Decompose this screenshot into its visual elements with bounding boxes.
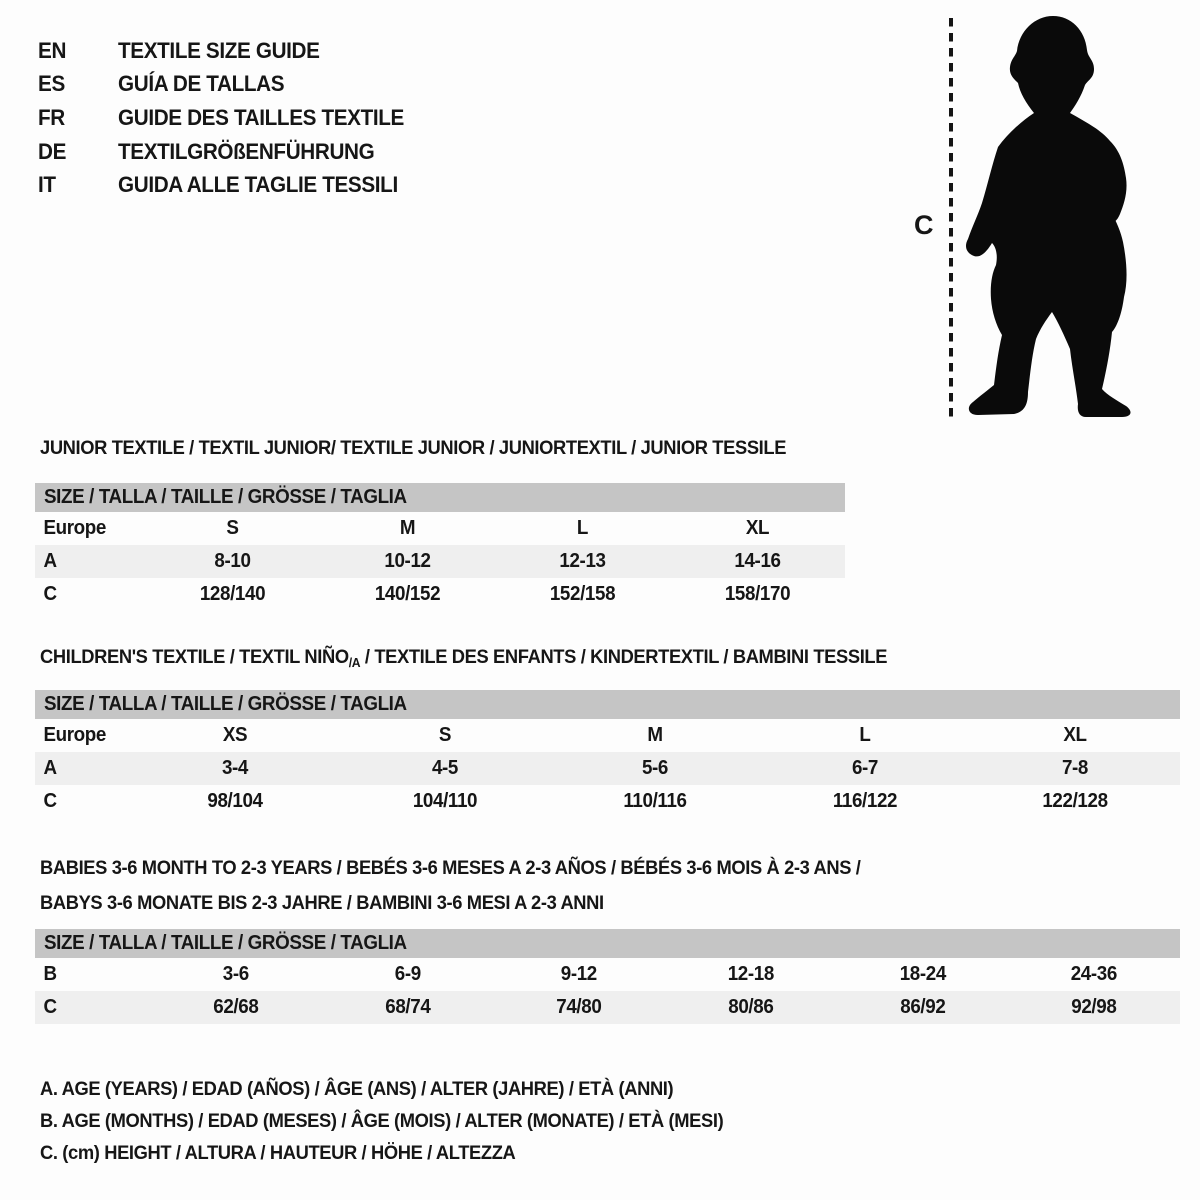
language-row-de <box>38 135 429 169</box>
babies-section-title <box>40 851 861 921</box>
size-cell: L <box>576 517 589 539</box>
months-cell: 6-9 <box>394 963 421 985</box>
row-label: C <box>43 583 57 605</box>
language-title: GUIDA ALLE TAGLIE TESSILI <box>118 172 398 198</box>
legend-age-years: A. AGE (YEARS) / EDAD (AÑOS) / ÂGE (ANS) / ALTER (JAHRE) / ETÀ (ANNI) <box>40 1078 674 1100</box>
row-label: C <box>43 996 57 1018</box>
toddler-silhouette-icon <box>953 6 1158 423</box>
row-label: B <box>43 963 57 985</box>
age-cell: 6-7 <box>851 757 879 779</box>
babies-title-line1: BABIES 3-6 MONTH TO 2-3 YEARS / BEBÉS 3-6 MESES A 2-3 AÑOS / BÉBÉS 3-6 MOIS À 2-3 ANS / <box>40 857 861 879</box>
age-cell: 10-12 <box>384 550 431 572</box>
children-section-title <box>40 646 887 670</box>
size-cell: M <box>399 517 416 539</box>
table-row-europe <box>35 719 1180 752</box>
age-cell: 4-5 <box>431 757 459 779</box>
language-row-es <box>38 68 429 102</box>
legend-age-months: B. AGE (MONTHS) / EDAD (MESES) / ÂGE (MOIS) / ALTER (MONATE) / ETÀ (MESI) <box>40 1110 724 1132</box>
months-cell: 9-12 <box>561 963 598 985</box>
babies-title-line2: BABYS 3-6 MONATE BIS 2-3 JAHRE / BAMBINI 3-6 MESI A 2-3 ANNI <box>40 892 604 914</box>
size-cell: S <box>438 724 452 746</box>
children-title-suffix: / TEXTILE DES ENFANTS / KINDERTEXTIL / BAMBINI TESSILE <box>360 646 888 668</box>
months-cell: 12-18 <box>727 963 774 985</box>
height-cell: 104/110 <box>412 790 478 812</box>
age-cell: 5-6 <box>641 757 669 779</box>
height-cell: 152/158 <box>549 583 616 605</box>
language-row-en <box>38 34 429 68</box>
age-cell: 7-8 <box>1061 757 1089 779</box>
row-label: A <box>43 550 57 572</box>
table-row-height <box>35 785 1180 818</box>
language-title: TEXTILGRÖßENFÜHRUNG <box>118 138 375 164</box>
size-header-label: SIZE / TALLA / TAILLE / GRÖSSE / TAGLIA <box>44 486 407 508</box>
height-cell: 62/68 <box>213 996 259 1018</box>
size-cell: XL <box>1063 724 1087 746</box>
height-cell: 128/140 <box>199 583 266 605</box>
size-cell: XL <box>745 517 770 539</box>
size-header-band <box>35 690 1180 719</box>
row-label: Europe <box>43 517 106 539</box>
junior-section-title: JUNIOR TEXTILE / TEXTIL JUNIOR/ TEXTILE JUNIOR / JUNIORTEXTIL / JUNIOR TESSILE <box>40 437 787 459</box>
age-cell: 12-13 <box>559 550 606 572</box>
age-cell: 8-10 <box>214 550 251 572</box>
junior-size-table <box>35 483 845 611</box>
language-code: EN <box>38 37 67 63</box>
size-header-band <box>35 929 1180 958</box>
language-code: IT <box>38 172 56 198</box>
height-cell: 80/86 <box>728 996 774 1018</box>
legend-height-cm: C. (cm) HEIGHT / ALTURA / HAUTEUR / HÖHE / ALTEZZA <box>40 1142 516 1164</box>
row-label: C <box>43 790 57 812</box>
height-cell: 158/170 <box>724 583 791 605</box>
language-row-it <box>38 168 429 202</box>
babies-size-table <box>35 929 1180 1024</box>
height-cell: 122/128 <box>1042 790 1108 812</box>
height-cell: 86/92 <box>899 996 946 1018</box>
row-label: Europe <box>43 724 106 746</box>
height-cell: 116/122 <box>832 790 898 812</box>
months-cell: 3-6 <box>222 963 249 985</box>
children-title-subscript: /A <box>348 655 361 670</box>
table-row-height <box>35 578 845 611</box>
months-cell: 24-36 <box>1071 963 1118 985</box>
table-row-height <box>35 991 1180 1024</box>
language-title: GUÍA DE TALLAS <box>118 71 285 97</box>
size-cell: S <box>226 517 239 539</box>
children-title-prefix: CHILDREN'S TEXTILE / TEXTIL NIÑO <box>40 646 349 668</box>
table-row-age <box>35 545 845 578</box>
language-code: ES <box>38 71 65 97</box>
table-row-europe <box>35 512 845 545</box>
size-header-band <box>35 483 845 512</box>
height-cell: 110/116 <box>623 790 687 812</box>
size-cell: M <box>647 724 663 746</box>
language-row-fr <box>38 101 429 135</box>
language-title: GUIDE DES TAILLES TEXTILE <box>118 104 404 130</box>
age-cell: 14-16 <box>734 550 781 572</box>
row-label: A <box>43 757 57 779</box>
size-header-label: SIZE / TALLA / TAILLE / GRÖSSE / TAGLIA <box>44 693 407 715</box>
language-title-list <box>38 34 429 202</box>
age-cell: 3-4 <box>221 757 249 779</box>
months-cell: 18-24 <box>899 963 946 985</box>
height-cell: 98/104 <box>207 790 263 812</box>
language-title: TEXTILE SIZE GUIDE <box>118 37 320 63</box>
height-cell: 74/80 <box>556 996 602 1018</box>
language-code: DE <box>38 138 67 164</box>
table-row-age <box>35 752 1180 785</box>
height-cell: 68/74 <box>384 996 431 1018</box>
size-header-label: SIZE / TALLA / TAILLE / GRÖSSE / TAGLIA <box>44 932 407 954</box>
height-cell: 140/152 <box>374 583 441 605</box>
height-measure-label: C <box>914 210 934 240</box>
size-cell: XS <box>222 724 248 746</box>
size-cell: L <box>859 724 871 746</box>
measure-legend <box>40 1073 767 1169</box>
table-row-months <box>35 958 1180 991</box>
children-size-table <box>35 690 1180 818</box>
language-code: FR <box>38 104 65 130</box>
height-cell: 92/98 <box>1071 996 1117 1018</box>
